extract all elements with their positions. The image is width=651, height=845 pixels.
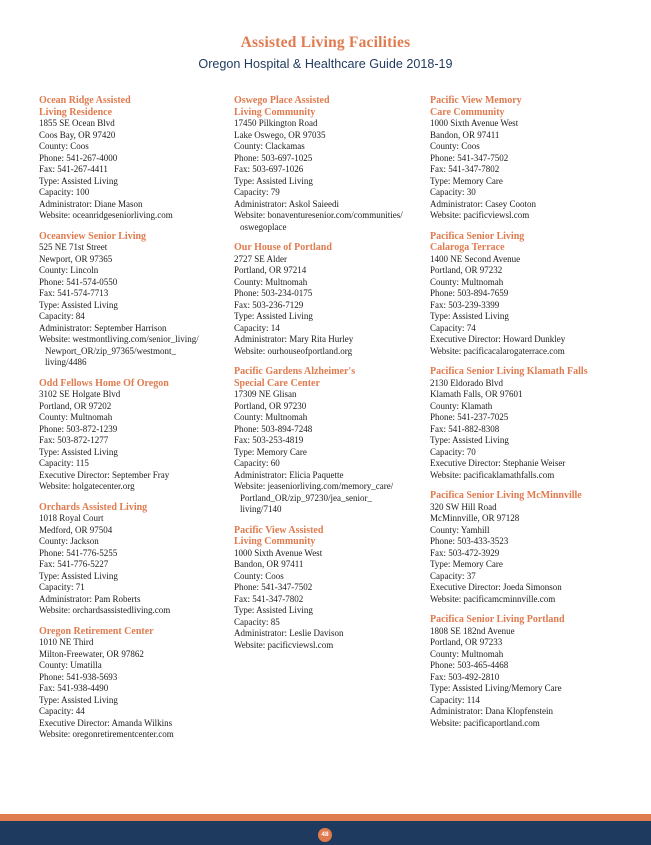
facility-detail-line: Administrator: Leslie Davison: [234, 628, 344, 638]
page-subtitle: Oregon Hospital & Healthcare Guide 2018-19: [198, 57, 453, 71]
facility-detail-line: Type: Assisted Living: [39, 175, 118, 186]
facility-detail-line: Executive Director: Joeda Simonson: [430, 582, 562, 592]
facility-detail-line: Capacity: 30: [430, 187, 476, 197]
facility-detail-line: County: Yamhill: [430, 524, 490, 535]
facility-detail-line: Fax: 503-697-1026: [234, 164, 304, 174]
facility-detail-line: Bandon, OR 97411: [430, 129, 500, 140]
facility-name: Pacific View Assisted: [234, 524, 324, 536]
facility-detail-line: 1808 SE 182nd Avenue: [430, 625, 515, 636]
facility-detail-line: Phone: 503-894-7659: [430, 288, 509, 298]
facility-detail-line: Coos Bay, OR 97420: [39, 129, 116, 140]
facility-detail-line: County: Multnomah: [39, 412, 113, 422]
facility-detail-line: Phone: 541-347-7502: [234, 582, 313, 592]
facility-detail-line: Type: Assisted Living: [430, 435, 509, 445]
facility-detail-line: 2727 SE Alder: [234, 253, 287, 264]
facility-detail-line: Executive Director: Amanda Wilkins: [39, 717, 173, 728]
facility-detail-line: County: Klamath: [430, 400, 493, 411]
facility-entry: [234, 95, 422, 233]
facility-detail-line: Phone: 541-347-7502: [430, 152, 509, 163]
facility-detail-line: Portland, OR 97233: [430, 637, 503, 647]
column-3: [430, 95, 618, 738]
facility-detail-line: Fax: 503-253-4819: [234, 435, 304, 445]
facility-detail-line: Fax: 541-347-7802: [430, 164, 500, 174]
facility-detail-line: Website: jeaseniorliving.com/memory_care/: [234, 481, 394, 491]
facility-name: Oregon Retirement Center: [39, 625, 154, 637]
facility-name: Pacifica Senior Living: [430, 230, 525, 242]
facility-detail-line: Fax: 503-239-3399: [430, 299, 500, 310]
facility-detail-line: Administrator: Casey Cooton: [430, 198, 536, 209]
facility-detail-line: Executive Director: Stephanie Weiser: [430, 458, 566, 468]
facility-detail-line: 1000 Sixth Avenue West: [430, 118, 519, 128]
facility-detail-line: Phone: 541-267-4000: [39, 152, 118, 163]
facility-detail-line: Phone: 541-237-7025: [430, 412, 509, 422]
facility-detail-line: Executive Director: September Fray: [39, 469, 170, 480]
facility-detail-line: Website: pacificaportland.com: [430, 717, 540, 728]
facility-detail-line: Capacity: 114: [430, 694, 480, 705]
column-2: [234, 95, 422, 660]
facility-detail-line: County: Multnomah: [430, 648, 504, 659]
facility-detail-line: Capacity: 37: [430, 570, 476, 581]
facility-detail-line: Type: Assisted Living: [39, 446, 118, 457]
facility-detail-line: 17450 Pilkington Road: [234, 118, 318, 128]
facility-detail-line: Capacity: 85: [234, 616, 280, 627]
facility-detail-line: Website: pacificamcminnville.com: [430, 593, 556, 604]
facility-name: Care Community: [430, 106, 505, 118]
facility-detail-line: Website: pacificviewsl.com: [234, 639, 334, 650]
facility-detail-line: Portland, OR 97232: [430, 265, 503, 275]
facility-detail-line: Administrator: Mary Rita Hurley: [234, 334, 354, 344]
facility-detail-line: 1855 SE Ocean Blvd: [39, 118, 115, 128]
facility-entry: [39, 378, 227, 493]
facility-detail-line: Lake Oswego, OR 97035: [234, 129, 326, 140]
facility-detail-line: 525 NE 71st Street: [39, 242, 108, 252]
facility-entry: [430, 614, 618, 729]
facility-detail-line: Website: westmontliving.com/senior_living/: [39, 334, 199, 344]
facility-entry: [39, 231, 227, 369]
facility-entry: [234, 366, 422, 516]
facility-detail-line: Bandon, OR 97411: [234, 559, 304, 569]
facility-detail-line: County: Multnomah: [430, 276, 504, 287]
facility-detail-line: County: Multnomah: [234, 412, 308, 422]
facility-detail-line: County: Clackamas: [234, 141, 305, 151]
facility-detail-line: Capacity: 100: [39, 187, 90, 197]
facility-detail-line: Type: Assisted Living: [234, 175, 313, 186]
facility-entry: [39, 626, 227, 741]
facility-detail-line: Capacity: 74: [430, 322, 476, 333]
facility-name: Pacifica Senior Living Portland: [430, 614, 565, 625]
facility-entry: [234, 525, 422, 652]
facility-detail-line: Website: oceanridgeseniorliving.com: [39, 210, 173, 220]
facility-detail-line: 2130 Eldorado Blvd: [430, 377, 503, 388]
facility-detail-line: Type: Assisted Living: [39, 299, 118, 310]
facility-name: Orchards Assisted Living: [39, 501, 148, 513]
facility-detail-line: County: Coos: [234, 570, 284, 581]
facility-name: Pacifica Senior Living Klamath Falls: [430, 366, 588, 377]
facility-detail-line: Newport, OR 97365: [39, 253, 113, 264]
facility-detail-line: Type: Memory Care: [430, 175, 503, 186]
facility-detail-line: Type: Assisted Living/Memory Care: [430, 683, 562, 693]
facility-detail-line: Portland, OR 97214: [234, 265, 307, 275]
facility-detail-line: living/7140: [240, 504, 282, 514]
facility-detail-line: Fax: 541-776-5227: [39, 559, 109, 569]
facility-name: Our House of Portland: [234, 242, 332, 253]
facility-detail-line: Website: ourhouseofportland.org: [234, 345, 353, 356]
facility-name: Pacifica Senior Living McMinnville: [430, 490, 582, 501]
facility-entry: [39, 502, 227, 617]
facility-detail-line: Phone: 503-894-7248: [234, 423, 313, 434]
facility-detail-line: Capacity: 84: [39, 311, 85, 321]
page-title: Assisted Living Facilities: [240, 34, 411, 51]
facility-name: Pacific Gardens Alzheimer's: [234, 366, 356, 377]
facility-detail-line: Phone: 541-574-0550: [39, 276, 118, 287]
facility-detail-line: McMinnville, OR 97128: [430, 513, 520, 523]
facility-name: Pacific View Memory: [430, 95, 522, 106]
facility-detail-line: Administrator: Elicia Paquette: [234, 469, 344, 480]
facility-detail-line: Website: pacificaklamathfalls.com: [430, 469, 555, 480]
facility-detail-line: 1018 Royal Court: [39, 513, 104, 523]
facility-detail-line: Administrator: September Harrison: [39, 322, 167, 333]
facility-detail-line: Website: pacificacalarogaterrace.com: [430, 345, 565, 356]
facility-detail-line: Fax: 541-267-4411: [39, 164, 108, 174]
facility-detail-line: Phone: 541-776-5255: [39, 547, 118, 558]
facility-name: Odd Fellows Home Of Oregon: [39, 377, 169, 389]
facility-name: Ocean Ridge Assisted: [39, 95, 131, 106]
facility-detail-line: Type: Memory Care: [234, 446, 307, 457]
column-1: [39, 95, 227, 750]
facility-detail-line: living/4486: [45, 357, 87, 367]
facility-detail-line: Website: holgatecenter.org: [39, 481, 135, 491]
facility-name: Living Residence: [39, 106, 113, 118]
facility-detail-line: Administrator: Askol Saieedi: [234, 198, 339, 209]
facility-detail-line: Portland, OR 97230: [234, 400, 307, 411]
facility-detail-line: 3102 SE Holgate Blvd: [39, 389, 121, 399]
facility-entry: [430, 490, 618, 605]
facility-detail-line: Fax: 503-236-7129: [234, 299, 304, 310]
facility-detail-line: Type: Assisted Living: [430, 311, 509, 321]
facility-detail-line: Administrator: Dana Klopfenstein: [430, 706, 553, 716]
facility-detail-line: Capacity: 14: [234, 322, 280, 333]
facility-detail-line: Fax: 541-882-8308: [430, 423, 500, 434]
facility-detail-line: Phone: 503-872-1239: [39, 423, 118, 434]
facility-name: Calaroga Terrace: [430, 242, 505, 253]
facility-detail-line: Fax: 503-472-3929: [430, 547, 500, 558]
facility-detail-line: Newport_OR/zip_97365/westmont_: [45, 345, 176, 356]
facility-detail-line: Capacity: 115: [39, 458, 89, 468]
facility-detail-line: Website: pacificviewsl.com: [430, 210, 530, 220]
facility-name: Oceanview Senior Living: [39, 230, 147, 242]
facility-detail-line: County: Coos: [39, 141, 89, 151]
facility-detail-line: Fax: 541-574-7713: [39, 288, 109, 298]
facility-detail-line: Fax: 541-347-7802: [234, 593, 304, 604]
facility-detail-line: Website: orchardsassistedliving.com: [39, 605, 171, 615]
facility-detail-line: Milton-Freewater, OR 97862: [39, 648, 144, 659]
facility-detail-line: Website: bonaventuresenior.com/communities/: [234, 210, 403, 220]
facility-name: Living Community: [234, 536, 316, 547]
facility-detail-line: 1010 NE Third: [39, 637, 94, 647]
facility-detail-line: Portland, OR 97202: [39, 400, 112, 411]
facility-entry: [430, 231, 618, 358]
facility-detail-line: Medford, OR 97504: [39, 524, 113, 535]
facility-detail-line: Administrator: Pam Roberts: [39, 593, 141, 604]
facility-entry: [430, 366, 618, 481]
facility-detail-line: Fax: 541-938-4490: [39, 683, 109, 693]
facility-detail-line: Capacity: 71: [39, 582, 85, 592]
facility-detail-line: Phone: 503-433-3523: [430, 536, 509, 546]
facility-detail-line: oswegoplace: [240, 221, 287, 232]
page-header: [0, 34, 651, 71]
facility-detail-line: 1000 Sixth Avenue West: [234, 547, 323, 558]
facility-detail-line: Capacity: 70: [430, 446, 476, 457]
facility-entry: [234, 242, 422, 357]
facility-detail-line: Phone: 503-465-4468: [430, 660, 509, 670]
facility-detail-line: Website: oregonretirementcenter.com: [39, 729, 174, 739]
facility-detail-line: Capacity: 79: [234, 187, 280, 197]
facility-name: Special Care Center: [234, 377, 320, 389]
facility-detail-line: County: Lincoln: [39, 265, 99, 275]
facility-detail-line: Type: Assisted Living: [234, 311, 313, 321]
facility-detail-line: Fax: 503-872-1277: [39, 435, 109, 445]
facility-detail-line: Type: Assisted Living: [39, 694, 118, 705]
facility-detail-line: 1400 NE Second Avenue: [430, 253, 521, 264]
facility-detail-line: Capacity: 44: [39, 706, 85, 716]
facility-detail-line: Portland_OR/zip_97230/jea_senior_: [240, 492, 372, 503]
facility-name: Oswego Place Assisted: [234, 95, 330, 106]
facility-detail-line: Klamath Falls, OR 97601: [430, 389, 523, 399]
facility-detail-line: County: Jackson: [39, 536, 99, 546]
facility-name: Living Community: [234, 106, 316, 118]
facility-detail-line: Type: Assisted Living: [39, 570, 118, 581]
facility-entry: [39, 95, 227, 222]
facility-detail-line: Type: Memory Care: [430, 559, 503, 569]
facility-detail-line: Executive Director: Howard Dunkley: [430, 334, 566, 344]
facility-detail-line: Capacity: 60: [234, 458, 280, 468]
facility-detail-line: County: Umatilla: [39, 660, 102, 670]
facility-detail-line: County: Coos: [430, 141, 480, 151]
facility-detail-line: County: Multnomah: [234, 276, 308, 287]
page-number-badge: 48: [318, 828, 332, 842]
facility-detail-line: Fax: 503-492-2810: [430, 671, 500, 682]
footer-accent-bar: [0, 814, 651, 821]
facility-detail-line: Administrator: Diane Mason: [39, 198, 143, 209]
facility-detail-line: Phone: 503-697-1025: [234, 152, 313, 163]
facility-detail-line: Type: Assisted Living: [234, 605, 313, 615]
facility-detail-line: 17309 NE Glisan: [234, 389, 297, 399]
facility-detail-line: Phone: 541-938-5693: [39, 671, 118, 682]
facility-entry: [430, 95, 618, 222]
facility-detail-line: 320 SW Hill Road: [430, 501, 497, 512]
facility-detail-line: Phone: 503-234-0175: [234, 288, 313, 298]
